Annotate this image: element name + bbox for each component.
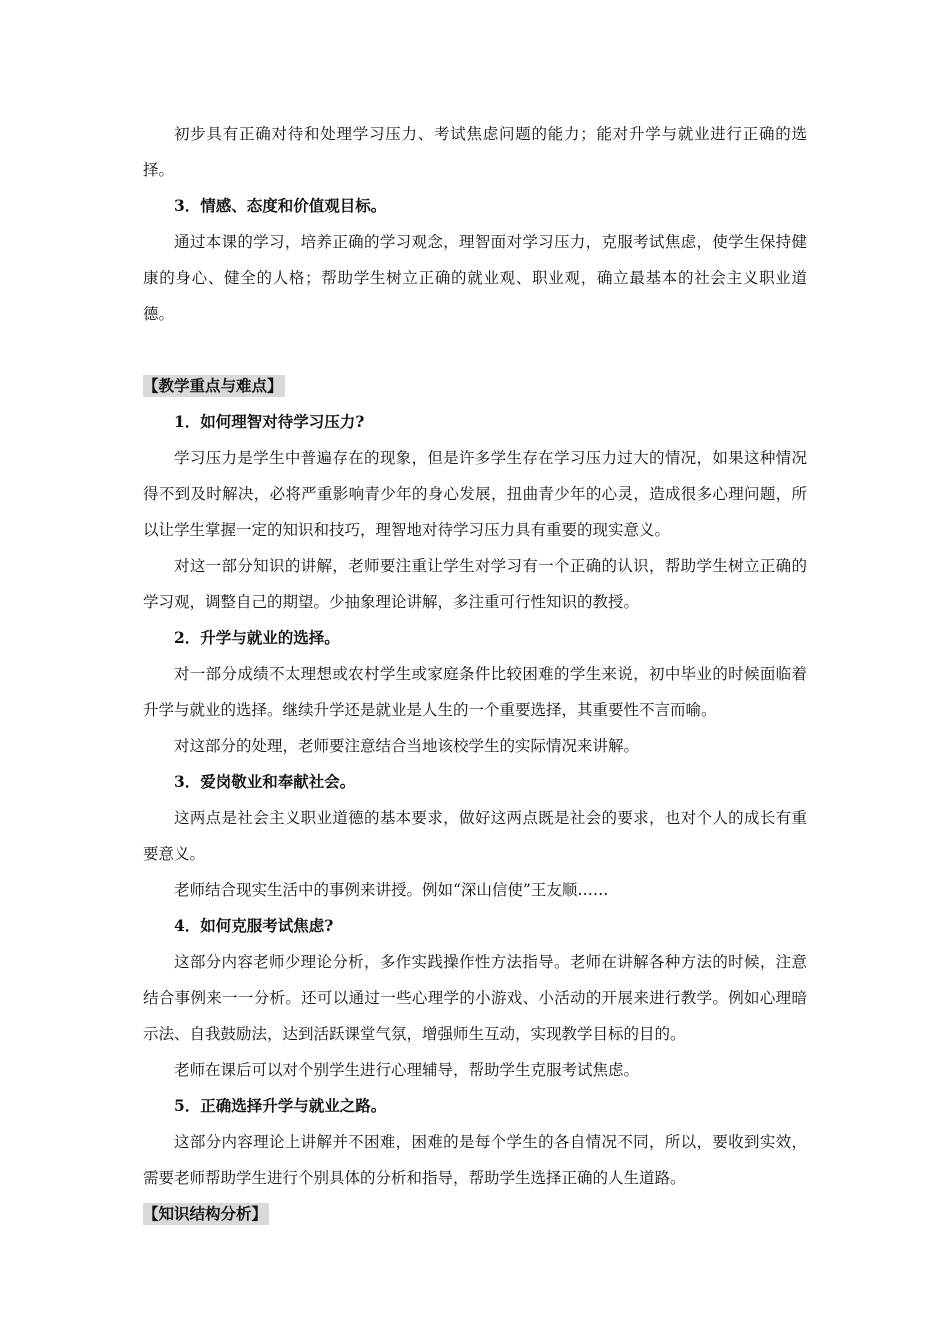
paragraph: 老师结合现实生活中的事例来讲授。例如“深山信使”王友顺…… <box>174 881 609 899</box>
subheading: 4．如何克服考试焦虑? <box>174 916 334 935</box>
document-page <box>143 116 807 1232</box>
section-heading-wrap <box>143 1196 807 1232</box>
paragraph: 这部分内容老师少理论分析，多作实践操作性方法指导。老师在讲解各种方法的时候，注意结合事例来一一分析。还可以通过一些心理学的小游戏、小活动的开展来进行教学。例如心理暗示法、自我鼓励法，达到活跃课堂气氛，增强师生互动，实现教学目标的目的。 <box>143 953 807 1043</box>
paragraph: 通过本课的学习，培养正确的学习观念，理智面对学习压力，克服考试焦虑，使学生保持健康的身心、健全的人格；帮助学生树立正确的就业观、职业观，确立最基本的社会主义职业道德。 <box>143 233 807 323</box>
subheading: 3．爱岗敬业和奉献社会。 <box>174 772 356 791</box>
subheading: 2．升学与就业的选择。 <box>174 628 340 647</box>
paragraph: 学习压力是学生中普遍存在的现象，但是许多学生存在学习压力过大的情况，如果这种情况得不到及时解决，必将严重影响青少年的身心发展，扭曲青少年的心灵，造成很多心理问题，所以让学生掌握一定的知识和技巧，理智地对待学习压力具有重要的现实意义。 <box>143 449 807 539</box>
section-heading: 【知识结构分析】 <box>143 1204 268 1223</box>
paragraph: 老师在课后可以对个别学生进行心理辅导，帮助学生克服考试焦虑。 <box>174 1061 640 1079</box>
section-heading: 【教学重点与难点】 <box>143 376 283 395</box>
paragraph: 初步具有正确对待和处理学习压力、考试焦虑问题的能力；能对升学与就业进行正确的选择。 <box>143 125 807 179</box>
subheading: 3．情感、态度和价值观目标。 <box>174 196 387 215</box>
paragraph: 对这一部分知识的讲解，老师要注重让学生对学习有一个正确的认识，帮助学生树立正确的学习观，调整自己的期望。少抽象理论讲解，多注重可行性知识的教授。 <box>143 557 807 611</box>
paragraph: 对一部分成绩不太理想或农村学生或家庭条件比较困难的学生来说，初中毕业的时候面临着升学与就业的选择。继续升学还是就业是人生的一个重要选择，其重要性不言而喻。 <box>143 665 807 719</box>
subheading: 5．正确选择升学与就业之路。 <box>174 1096 387 1115</box>
spacer <box>143 332 807 368</box>
subheading: 1．如何理智对待学习压力? <box>174 412 365 431</box>
section-heading-wrap <box>143 368 807 404</box>
paragraph: 这部分内容理论上讲解并不困难，困难的是每个学生的各自情况不同，所以，要收到实效，需要老师帮助学生进行个别具体的分析和指导，帮助学生选择正确的人生道路。 <box>143 1133 807 1187</box>
paragraph: 对这部分的处理，老师要注意结合当地该校学生的实际情况来讲解。 <box>174 737 640 755</box>
paragraph: 这两点是社会主义职业道德的基本要求，做好这两点既是社会的要求，也对个人的成长有重要意义。 <box>143 809 807 863</box>
